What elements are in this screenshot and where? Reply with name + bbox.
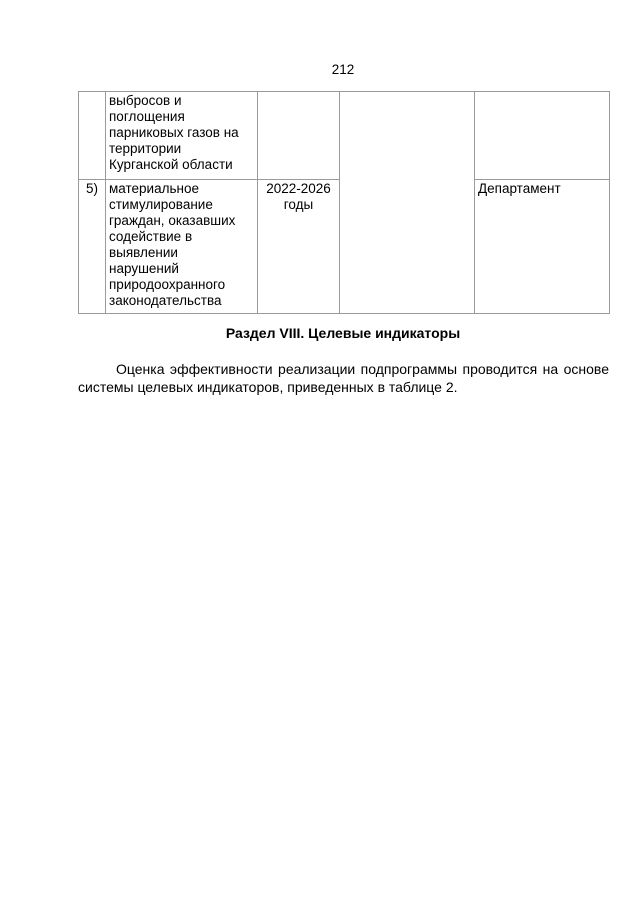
row-number-cell [79, 92, 106, 180]
measure-description-cell: материальное стимулирование граждан, оказавших содействие в выявлении нарушений природоохранного законодательства [106, 180, 258, 314]
term-cell [258, 92, 340, 180]
term-cell: 2022-2026 годы [258, 180, 340, 314]
page-number: 212 [331, 62, 355, 77]
row-number-cell: 5) [79, 180, 106, 314]
body-paragraph: Оценка эффективности реализации подпрограммы проводится на основе системы целевых индикаторов, приведенных в таблице 2. [78, 361, 609, 395]
funding-source-cell [340, 92, 475, 314]
table-row [79, 92, 610, 180]
measures-table [78, 91, 610, 314]
executor-cell: Департамент [475, 180, 610, 314]
executor-cell [475, 92, 610, 180]
measure-description-cell: выбросов и поглощения парниковых газов на территории Курганской области [106, 92, 258, 180]
section-heading: Раздел VIII. Целевые индикаторы [225, 325, 461, 341]
